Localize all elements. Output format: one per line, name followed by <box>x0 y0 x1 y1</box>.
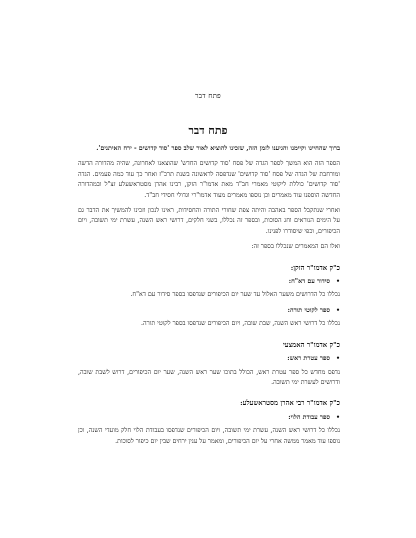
section-heading: כ"ק אדמו"ר האמצעי <box>282 340 340 349</box>
section-alter-rebbe <box>78 263 340 330</box>
item-label: ספר לקוטי תורה: <box>287 306 330 314</box>
item-text: נכללו כל דרושי ראש השנה, שבת שובה, ויום הכיפורים שנדפסו בספר לקוטי תורה. <box>141 320 340 328</box>
bullet-icon: • <box>335 278 340 286</box>
bullet-icon: • <box>335 306 340 314</box>
item-label: סידור עם דא"ח: <box>288 278 330 286</box>
body-text <box>78 144 340 452</box>
item-label: ספר עבודת הלוי: <box>288 413 330 421</box>
section-heading: כ"ק אדמו"ר הזקן: <box>290 263 340 272</box>
item-text: נכללו כל הדרושים משער האלול עד שער יום הכיפורים שנדפסו בספר סידור עם דא"ח. <box>130 291 340 299</box>
bullet-icon: • <box>335 355 340 363</box>
running-head: פתח דבר <box>195 92 221 100</box>
list-item <box>78 354 340 364</box>
item-text: נכללו כל דרושי ראש השנה, עשרת ימי תשובה, ויום הכיפורים שנדפסו בעבודת הלוי חלק מועדי השנה, וכן נוספו עוד מאמר ממשה אחרי על יום הכיפורים, ומאמר על ענין ירחים שבין יום כיפור לסוכות. <box>78 427 340 445</box>
bullet-icon: • <box>335 413 340 421</box>
intro-paragraph-1: ברוך שהחיינו וקיימנו והגיענו לזמן הזה, שזכינו להוציא לאור שלב ספר 'סוד קדושים - ירח האיתנים'. <box>96 145 340 152</box>
item-text: נדפס מחדש כל ספר עטרת ראש, הכולל בתוכו שער ראש השנה, שער יום הכיפורים, דרוש לשבת שובה, ודרושים לעשרת ימי תשובה. <box>78 368 340 386</box>
item-label: ספר עטרת ראש: <box>287 355 330 363</box>
list-item <box>78 306 340 316</box>
section-mitteler-rebbe <box>78 340 340 389</box>
intro-paragraph-4: ואלו הם המאמרים שנכללו בספר זה: <box>251 243 340 251</box>
list-item <box>78 277 340 287</box>
intro-paragraph-3: ואחרי שנתקבל הספר באהבה והיתה צפת שחורי התורה והחסידות, ראינו לנכון וזכינו להמשיך את הדבר גם על הימים הנוראים וחג הסוכות, ובספר זה נכללו, בשני חלקים, דרושי ראש השנה, עשרת ימי תשובה, ויום הכיפורים, וכפי שיסודרו לפנינו. <box>78 207 340 235</box>
page-title: פתח דבר <box>188 124 228 137</box>
section-heading: כ"ק אדמו"ר רבי אהרן מסטראשעלע: <box>240 399 340 408</box>
list-item <box>78 413 340 423</box>
intro-paragraph-2: הספר הזה הוא המשך לספר הגדה של פסח 'סוד קדושים החדש' שהוצאנו לאחרונה, שהיה מהדורה הדשה ומורחבת של הגדה של פסח 'סוד קדושים' שנדפסה לראשונה בשנת תרכ"ז ואחר כך עוד כמה פעמים. הגדה 'סוד קדושים' כוללת ליקוטי מאמרי חב"ד מאת אדמו"ר הזקן, רבינו אהרן מסטראשעלע זצ"ל ובמהדורה החדשה הוספנו עוד מאמרים וכן נוספו מאמרים מעוד אדמו"רי וגדולי חסידי חב"ד. <box>78 160 340 199</box>
section-strashele <box>78 398 340 447</box>
